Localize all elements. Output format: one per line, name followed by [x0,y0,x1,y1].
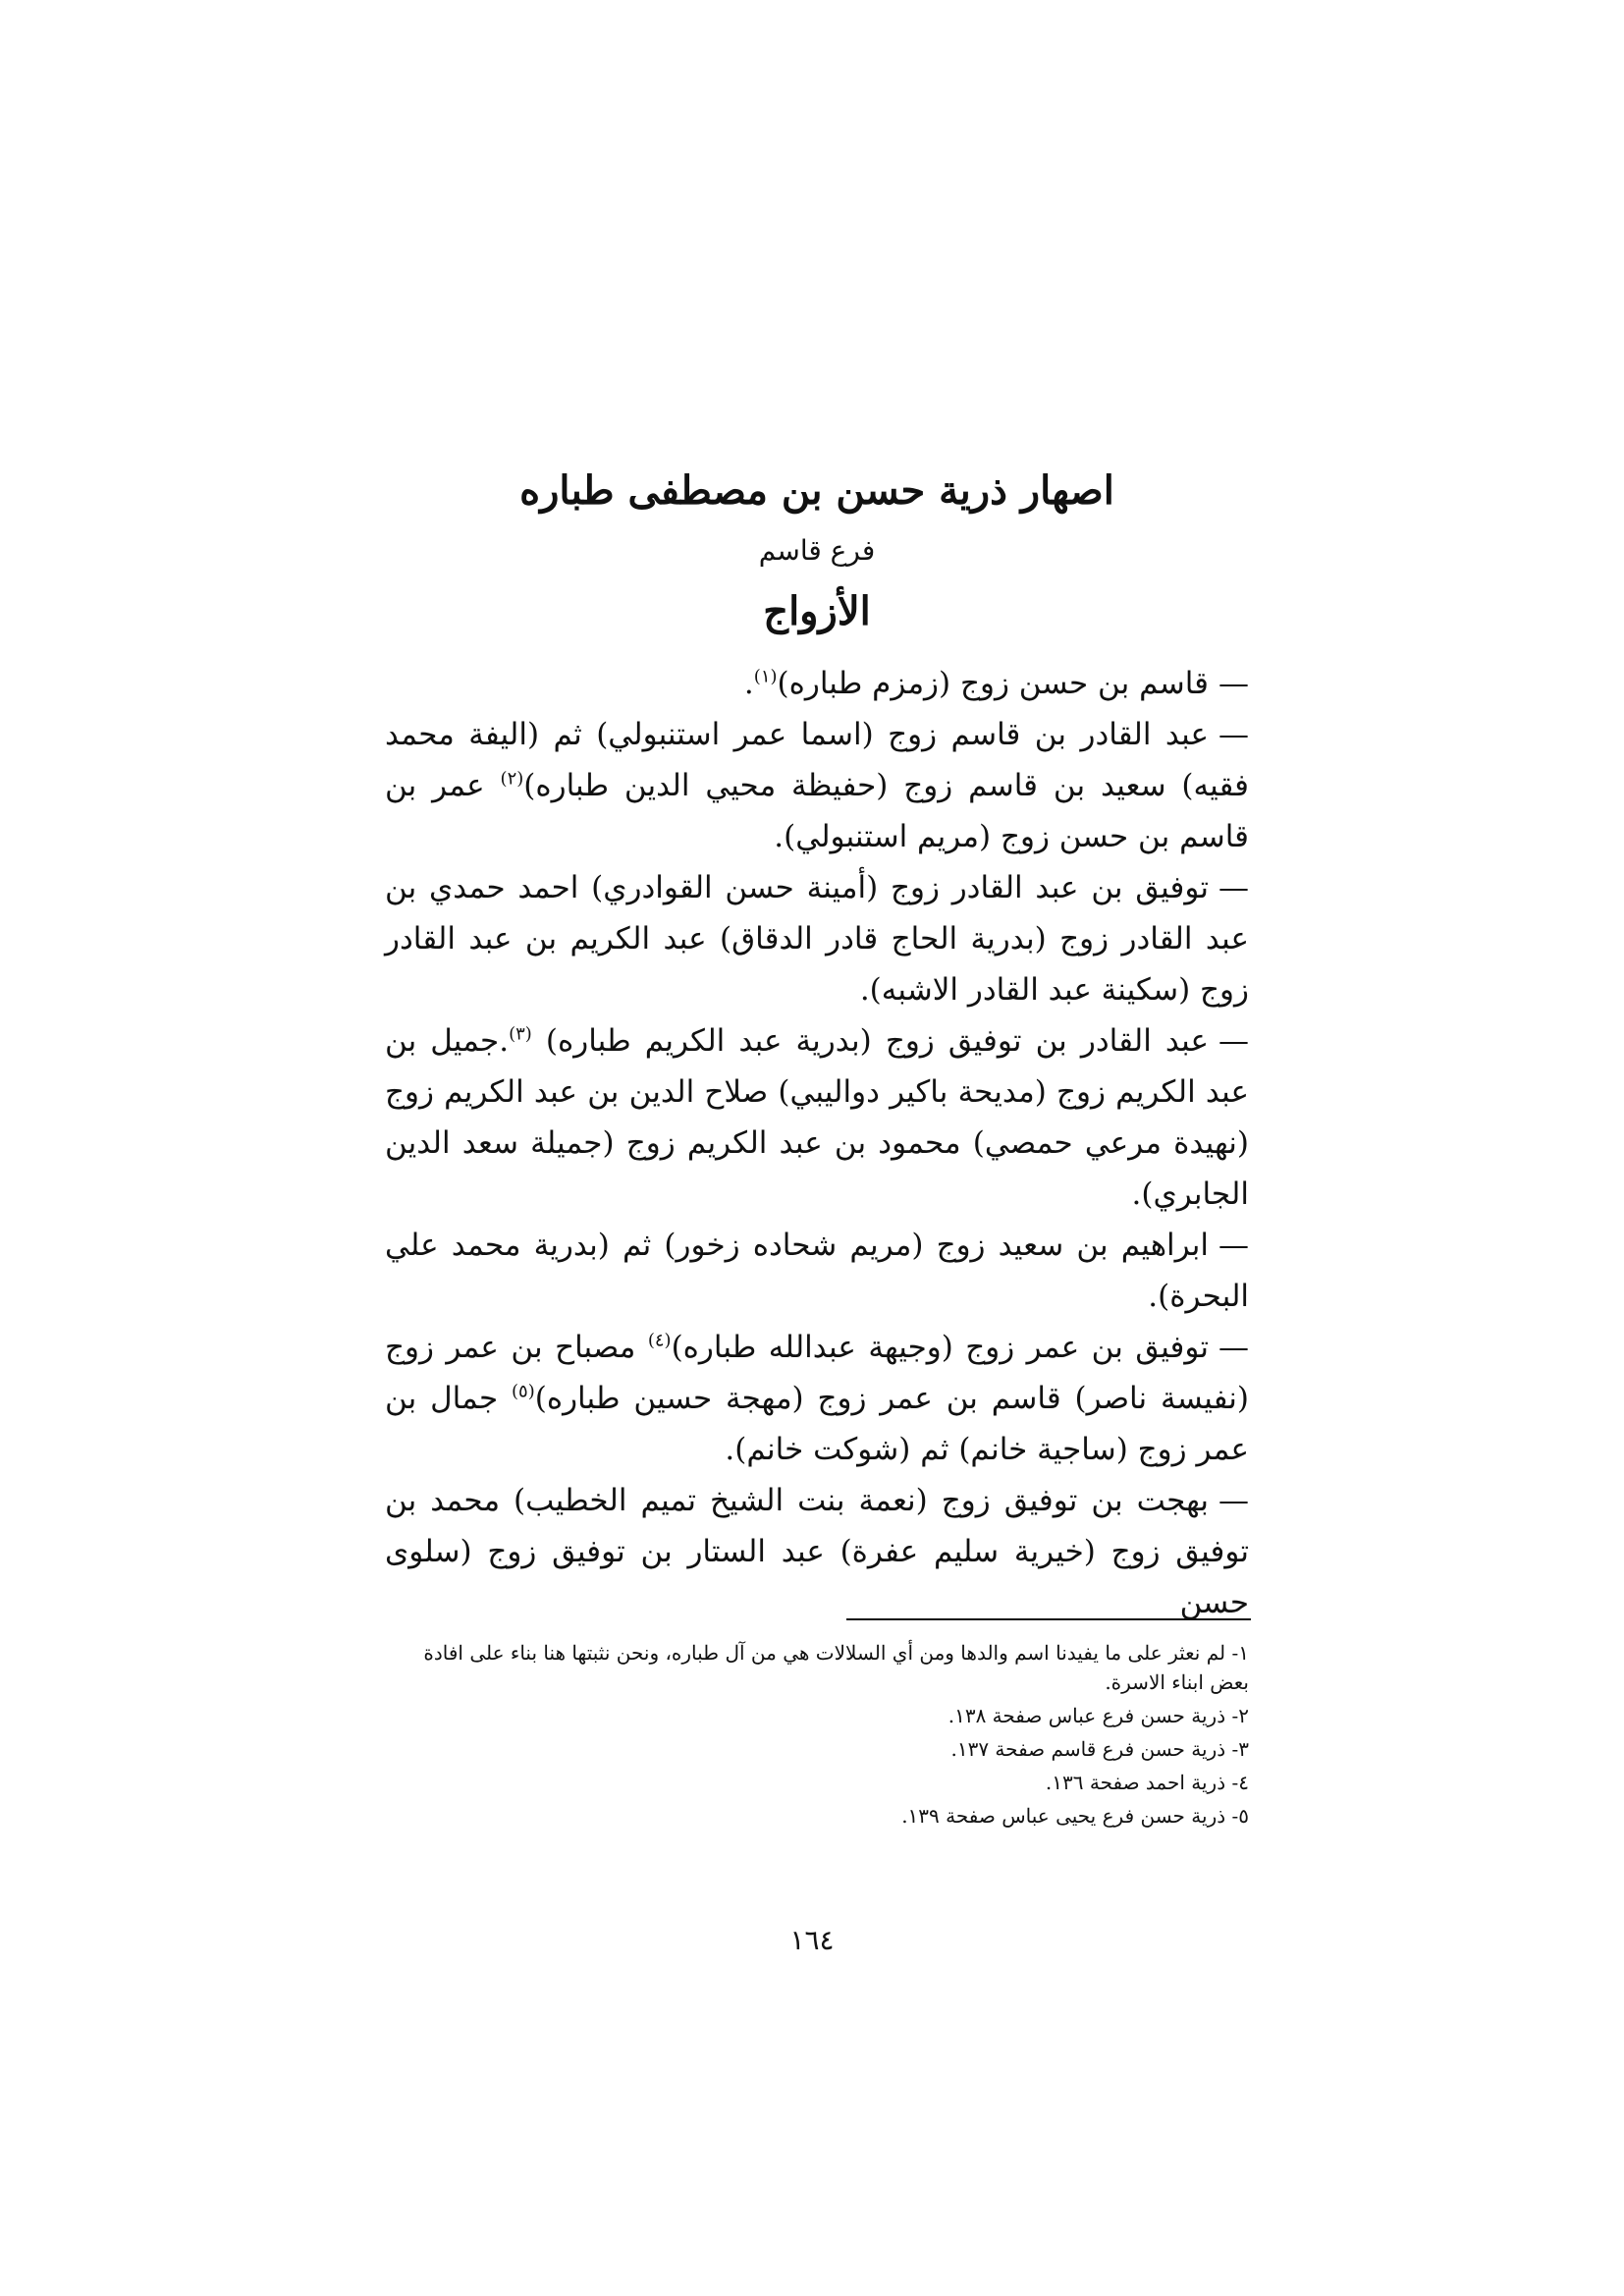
footnote-ref-3: (٣) [509,1023,532,1045]
footnote-3: ٣- ذرية حسن فرع قاسم صفحة ١٣٧. [950,1737,1249,1761]
paragraph-1-text: قاسم بن حسن زوج (زمزم طباره) [777,666,1209,701]
paragraph-4 [385,1015,1249,1220]
paragraph-4-text: عبد القادر بن توفيق زوج (بدرية عبد الكريم طباره) [545,1023,1210,1059]
dash-7: — [1218,1483,1249,1518]
dash-3: — [1218,870,1249,905]
paragraph-1-end: . [743,666,754,701]
paragraph-5-text: ابراهيم بن سعيد زوج (مريم شحاده زخور) ثم (بدرية محمد علي البحرة). [385,1228,1249,1314]
footnote-divider [846,1618,1251,1620]
paragraph-6 [385,1322,1249,1475]
footnote-ref-1: (١) [753,666,778,687]
dash-5: — [1218,1228,1249,1263]
dash-6: — [1218,1330,1250,1365]
paragraph-3 [385,862,1249,1015]
page-number: ١٦٤ [789,1924,835,1956]
page-title: اصهار ذرية حسن بن مصطفى طباره [519,467,1114,514]
section-title: الأزواج [763,588,871,634]
paragraph-3-text: توفيق بن عبد القادر زوج (أمينة حسن القوادري) احمد حمدي بن عبد القادر زوج (بدرية الحاج قادر الدقاق) عبد الكريم بن عبد القادر زوج (سكينة عبد القادر الاشبه). [385,870,1249,1008]
footnote-ref-4: (٤) [647,1330,672,1351]
paragraph-2-text: عبد القادر بن قاسم زوج (اسما عمر استنبولي) ثم (اليفة محمد فقيه) سعيد بن قاسم زوج (حفيظة محيي الدين طباره) [385,717,1249,803]
paragraph-6-continuation-2: جمال بن عمر زوج (ساجية خانم) ثم (شوكت خانم). [385,1381,1249,1467]
dash-1: — [1218,666,1249,701]
paragraph-7-text: بهجت بن توفيق زوج (نعمة بنت الشيخ تميم الخطيب) محمد بن توفيق زوج (خيرية سليم عفرة) عبد الستار بن توفيق زوج (سلوى حسن [385,1483,1249,1620]
dash-4: — [1218,1023,1250,1059]
page-subtitle: فرع قاسم [758,534,876,567]
footnote-1: ١- لم نعثر على ما يفيدنا اسم والدها ومن أي السلالات هي من آل طباره، ونحن نثبتها هنا بناء على افادة بعض ابناء الاسرة. [423,1641,1249,1694]
paragraph-6-continuation-1: مصباح بن عمر زوج (نفيسة ناصر) قاسم بن عمر زوج (مهجة حسين طباره) [385,1330,1249,1416]
page-content [385,460,1249,1628]
footnote-ref-5: (٥) [512,1381,535,1402]
dash-2: — [1218,717,1249,752]
paragraph-6-text: توفيق بن عمر زوج (وجيهة عبدالله طباره) [671,1330,1210,1365]
footnote-ref-2: (٢) [500,768,524,790]
paragraph-5 [385,1220,1249,1322]
paragraph-7 [385,1475,1249,1628]
footnote-5: ٥- ذرية حسن فرع يحيى عباس صفحة ١٣٩. [901,1804,1249,1828]
paragraph-2-continuation: عمر بن قاسم بن حسن زوج (مريم استنبولي). [385,768,1249,854]
footnotes [385,1638,1249,1834]
paragraph-1 [385,658,1249,709]
footnote-4: ٤- ذرية احمد صفحة ١٣٦. [1045,1771,1249,1794]
paragraph-4-continuation: .جميل بن عبد الكريم زوج (مديحة باكير دواليبي) صلاح الدين بن عبد الكريم زوج (نهيدة مرعي حمصي) محمود بن عبد الكريم زوج (جميلة سعد الدين الجابري). [385,1023,1249,1212]
paragraph-2 [385,709,1249,862]
footnote-2: ٢- ذرية حسن فرع عباس صفحة ١٣٨. [947,1704,1249,1727]
